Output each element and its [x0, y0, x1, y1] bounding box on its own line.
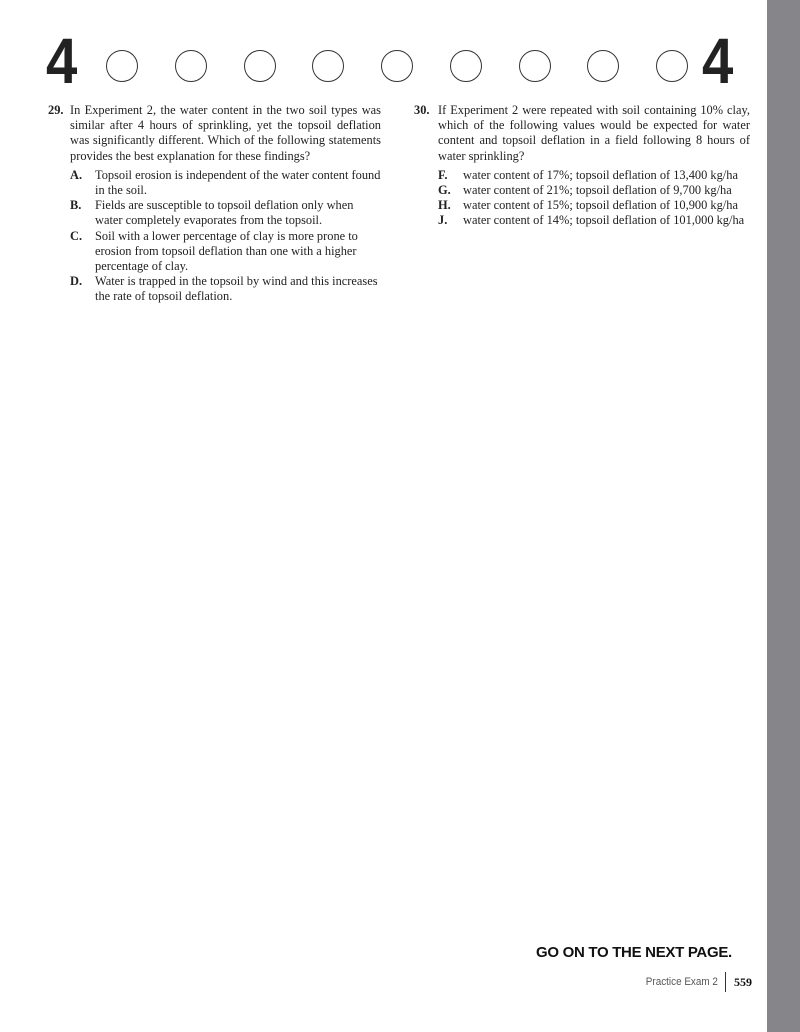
answer-bubble — [106, 50, 138, 82]
page-footer — [637, 972, 752, 992]
option-letter: C. — [70, 228, 83, 243]
question-29 — [48, 103, 381, 305]
option-text: Water is trapped in the topsoil by wind and this increases the rate of topsoil deflation. — [95, 274, 378, 304]
go-on-notice: GO ON TO THE NEXT PAGE. — [536, 944, 732, 961]
answer-option-a[interactable] — [48, 168, 381, 198]
side-tab-bar — [767, 0, 800, 1032]
option-text: water content of 17%; topsoil deflation of 13,400 kg/ha — [463, 167, 738, 182]
option-text: water content of 14%; topsoil deflation of 101,000 kg/ha — [463, 213, 745, 228]
answer-bubble — [244, 50, 276, 82]
answer-bubble — [656, 50, 688, 82]
page-number: 559 — [734, 974, 752, 989]
question-stem — [48, 103, 381, 164]
option-letter: D. — [70, 274, 83, 289]
option-letter: F. — [438, 167, 448, 182]
answer-option-d[interactable] — [48, 274, 381, 304]
option-text: Soil with a lower percentage of clay is more prone to erosion from topsoil deflation than one with a higher percentage of clay. — [95, 228, 358, 274]
option-letter: B. — [70, 198, 82, 213]
section-number-left: 4 — [46, 25, 78, 97]
option-text: water content of 21%; topsoil deflation of 9,700 kg/ha — [463, 183, 732, 198]
option-letter: G. — [438, 183, 451, 198]
answer-option-g[interactable] — [414, 183, 750, 198]
option-letter: J. — [438, 213, 448, 228]
answer-option-j[interactable] — [414, 213, 750, 228]
option-letter: A. — [70, 167, 83, 182]
answer-option-b[interactable] — [48, 198, 381, 228]
option-text: Fields are susceptible to topsoil deflation only when water completely evaporates from the topsoil. — [95, 198, 354, 228]
question-number: 29. — [48, 103, 64, 117]
question-text: If Experiment 2 were repeated with soil containing 10% clay, which of the following values would be expected for water content and topsoil deflation in a field following 8 hours of water sprinkling? — [438, 103, 750, 163]
answer-bubble — [587, 50, 619, 82]
answer-options — [48, 168, 381, 305]
option-text: Topsoil erosion is independent of the water content found in the soil. — [95, 167, 381, 198]
question-stem — [414, 103, 750, 164]
answer-bubble — [312, 50, 344, 82]
option-text: water content of 15%; topsoil deflation of 10,900 kg/ha — [463, 198, 738, 213]
answer-option-f[interactable] — [414, 168, 750, 183]
question-number: 30. — [414, 103, 430, 117]
footer-divider — [725, 972, 726, 992]
answer-bubble — [519, 50, 551, 82]
answer-bubble — [175, 50, 207, 82]
question-30 — [414, 103, 750, 229]
answer-option-h[interactable] — [414, 198, 750, 213]
answer-option-c[interactable] — [48, 229, 381, 275]
answer-options — [414, 168, 750, 229]
option-letter: H. — [438, 198, 451, 213]
footer-title: Practice Exam 2 — [645, 976, 718, 988]
answer-bubble — [450, 50, 482, 82]
question-text: In Experiment 2, the water content in the two soil types was similar after 4 hours of sprinkling, yet the topsoil deflation was significantly different. Which of the following statements provides the best explanation for these findings? — [70, 103, 381, 163]
answer-bubble-row — [106, 50, 688, 84]
answer-bubble — [381, 50, 413, 82]
section-number-right: 4 — [702, 25, 734, 97]
